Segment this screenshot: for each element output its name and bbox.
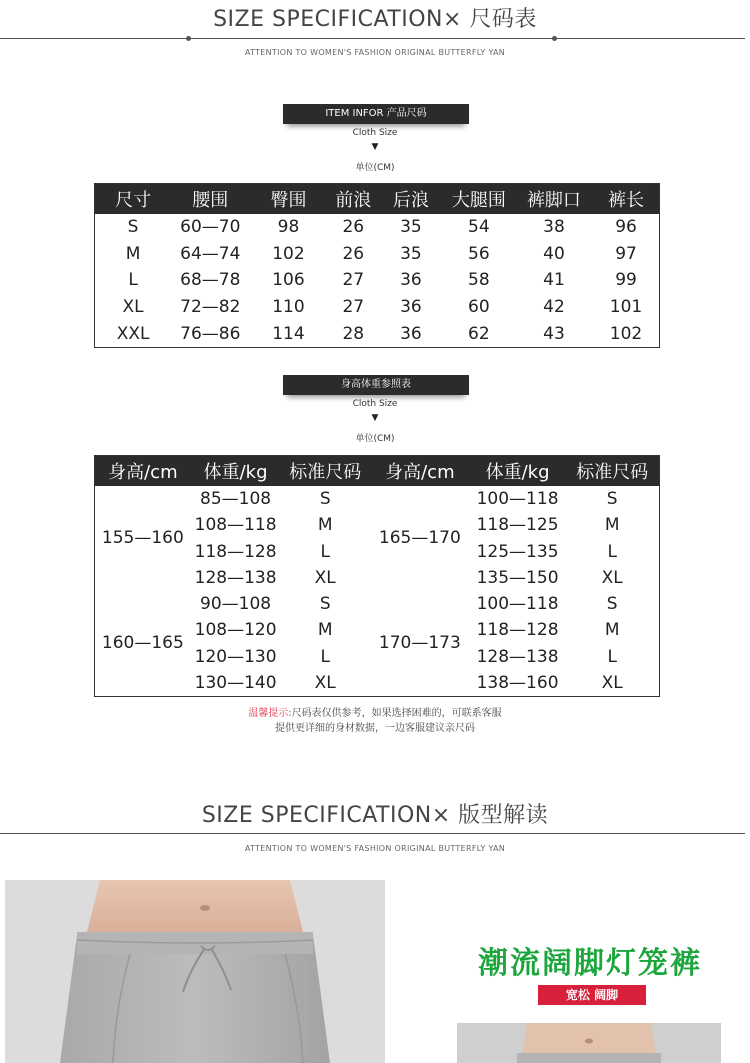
table-cell: 58	[468, 270, 490, 291]
weight-range-cell: 125—135	[476, 541, 559, 562]
table-cell: 64—74	[180, 243, 241, 264]
column-header: 大腿围	[443, 184, 515, 215]
height-range-cell: 165—170	[378, 528, 461, 549]
column-header: 前浪	[328, 184, 379, 215]
table-cell: 41	[543, 270, 565, 291]
table-row	[95, 486, 660, 512]
height-range-cell: 170—173	[378, 633, 461, 654]
size-cell: M	[604, 620, 620, 641]
table-cell: 97	[615, 243, 637, 264]
table-cell: 62	[468, 323, 490, 344]
weight-range-cell: 108—118	[194, 515, 277, 536]
weight-range-cell: 100—118	[476, 489, 559, 510]
note-text: 尺码表仅供参考，如果选择困难的，可联系客服	[291, 708, 502, 719]
height-range-cell: 160—165	[101, 633, 184, 654]
table-cell: L	[128, 270, 138, 291]
size-cell: L	[320, 541, 330, 562]
size-cell: L	[607, 646, 617, 667]
size-cell: L	[607, 541, 617, 562]
divider-dot	[552, 36, 557, 41]
table-cell: XL	[122, 297, 144, 318]
weight-range-cell: 128—138	[476, 646, 559, 667]
size-spec-table	[94, 183, 660, 348]
table-cell: 27	[342, 270, 365, 291]
size-cell: M	[317, 515, 333, 536]
weight-range-cell: 128—138	[194, 567, 277, 588]
table-cell: 36	[400, 323, 422, 344]
table-cell: 96	[615, 217, 637, 238]
table-cell: XXL	[116, 323, 150, 344]
table-cell: S	[127, 217, 139, 238]
table-cell: 26	[342, 243, 365, 264]
column-header: 体重/kg	[470, 456, 566, 487]
section-caption: ATTENTION TO WOMEN'S FASHION ORIGINAL BUTTERFLY YAN	[244, 48, 506, 57]
table-cell: 101	[609, 297, 643, 318]
weight-range-cell: 85—108	[200, 489, 272, 510]
table-cell: 35	[400, 243, 422, 264]
height-range-cell: 155—160	[101, 528, 184, 549]
section-caption: ATTENTION TO WOMEN'S FASHION ORIGINAL BUTTERFLY YAN	[244, 844, 506, 853]
size-cell: S	[319, 594, 331, 615]
table-cell: 38	[543, 217, 565, 238]
unit-label: 单位(CM)	[355, 434, 395, 444]
divider-line	[0, 38, 745, 39]
table-row	[95, 591, 660, 617]
table-cell: 76—86	[180, 323, 241, 344]
table-cell: 26	[342, 217, 365, 238]
table-cell: 36	[400, 297, 422, 318]
table-cell: 99	[615, 270, 637, 291]
table-cell: 60	[468, 297, 490, 318]
size-cell: XL	[601, 672, 623, 693]
down-arrow-icon: ▼	[371, 413, 379, 423]
table-cell: 27	[342, 297, 365, 318]
size-cell: XL	[314, 672, 336, 693]
note-line-2: 提供更详细的身材数据，一边客服建议亲尺码	[275, 723, 475, 734]
table-cell: 72—82	[180, 297, 241, 318]
table-cell: 43	[543, 323, 565, 344]
item-info-tag: ITEM INFOR 产品尺码	[283, 104, 469, 124]
column-header: 身高/cm	[370, 456, 470, 487]
size-cell: L	[320, 646, 330, 667]
table-row	[95, 320, 660, 347]
table-cell: 110	[272, 297, 305, 318]
table-cell: 35	[400, 217, 422, 238]
table-cell: 40	[543, 243, 565, 264]
promo-headline: 潮流阔脚灯笼裤	[478, 946, 702, 981]
note-line-1	[0, 706, 750, 721]
size-cell: M	[604, 515, 620, 536]
column-header: 裤长	[593, 184, 659, 215]
pants-illustration	[5, 880, 385, 1063]
weight-range-cell: 130—140	[194, 672, 277, 693]
section-title-size-chart: SIZE SPECIFICATION× 尺码表	[213, 7, 537, 32]
table-header-row	[95, 184, 660, 215]
table-cell: 98	[277, 217, 300, 238]
table-row	[95, 241, 660, 268]
size-cell: S	[606, 594, 618, 615]
column-header: 后浪	[379, 184, 443, 215]
table-cell: 60—70	[180, 217, 241, 238]
column-header: 标准尺码	[280, 456, 370, 487]
weight-range-cell: 118—125	[476, 515, 559, 536]
column-header: 尺寸	[95, 184, 172, 215]
table-cell: 56	[468, 243, 490, 264]
height-weight-table	[94, 455, 660, 697]
table-cell: 42	[543, 297, 565, 318]
table-cell: 102	[609, 323, 643, 344]
weight-range-cell: 135—150	[476, 567, 559, 588]
table-cell: 54	[468, 217, 490, 238]
section-title-fit-guide: SIZE SPECIFICATION× 版型解读	[201, 803, 549, 828]
down-arrow-icon: ▼	[371, 142, 379, 152]
product-photo-secondary	[457, 1023, 721, 1063]
size-note	[0, 706, 750, 736]
table-header-row	[95, 456, 660, 487]
table-cell: M	[125, 243, 141, 264]
size-cell: XL	[314, 567, 336, 588]
table-cell: 102	[272, 243, 305, 264]
table-cell: 28	[342, 323, 365, 344]
size-cell: M	[317, 620, 333, 641]
column-header: 腰围	[171, 184, 249, 215]
column-header: 标准尺码	[565, 456, 659, 487]
height-weight-tag: 身高体重参照表	[283, 375, 469, 395]
table-cell: 68—78	[180, 270, 241, 291]
weight-range-cell: 118—128	[476, 620, 559, 641]
table-row	[95, 214, 660, 241]
table-cell: 106	[272, 270, 305, 291]
table-row	[95, 294, 660, 321]
size-cell: XL	[601, 567, 623, 588]
cloth-size-label: Cloth Size	[352, 128, 398, 138]
weight-range-cell: 118—128	[194, 541, 277, 562]
weight-range-cell: 120—130	[194, 646, 277, 667]
divider-dot	[186, 36, 191, 41]
product-photo	[5, 880, 385, 1063]
unit-label: 单位(CM)	[355, 163, 395, 173]
table-row	[95, 267, 660, 294]
weight-range-cell: 138—160	[476, 672, 559, 693]
column-header: 体重/kg	[191, 456, 281, 487]
table-cell: 36	[400, 270, 422, 291]
size-cell: S	[606, 489, 618, 510]
warm-tip-label: 温馨提示:	[248, 708, 292, 719]
weight-range-cell: 108—120	[194, 620, 277, 641]
column-header: 裤脚口	[515, 184, 593, 215]
cloth-size-label: Cloth Size	[352, 399, 398, 409]
divider-line	[0, 833, 745, 834]
column-header: 身高/cm	[95, 456, 191, 487]
column-header: 臀围	[249, 184, 327, 215]
weight-range-cell: 100—118	[476, 594, 559, 615]
weight-range-cell: 90—108	[200, 594, 272, 615]
promo-tag: 宽松 阔脚	[538, 985, 646, 1005]
table-cell: 114	[272, 323, 305, 344]
pants-thumbnail	[457, 1023, 721, 1063]
size-cell: S	[319, 489, 331, 510]
